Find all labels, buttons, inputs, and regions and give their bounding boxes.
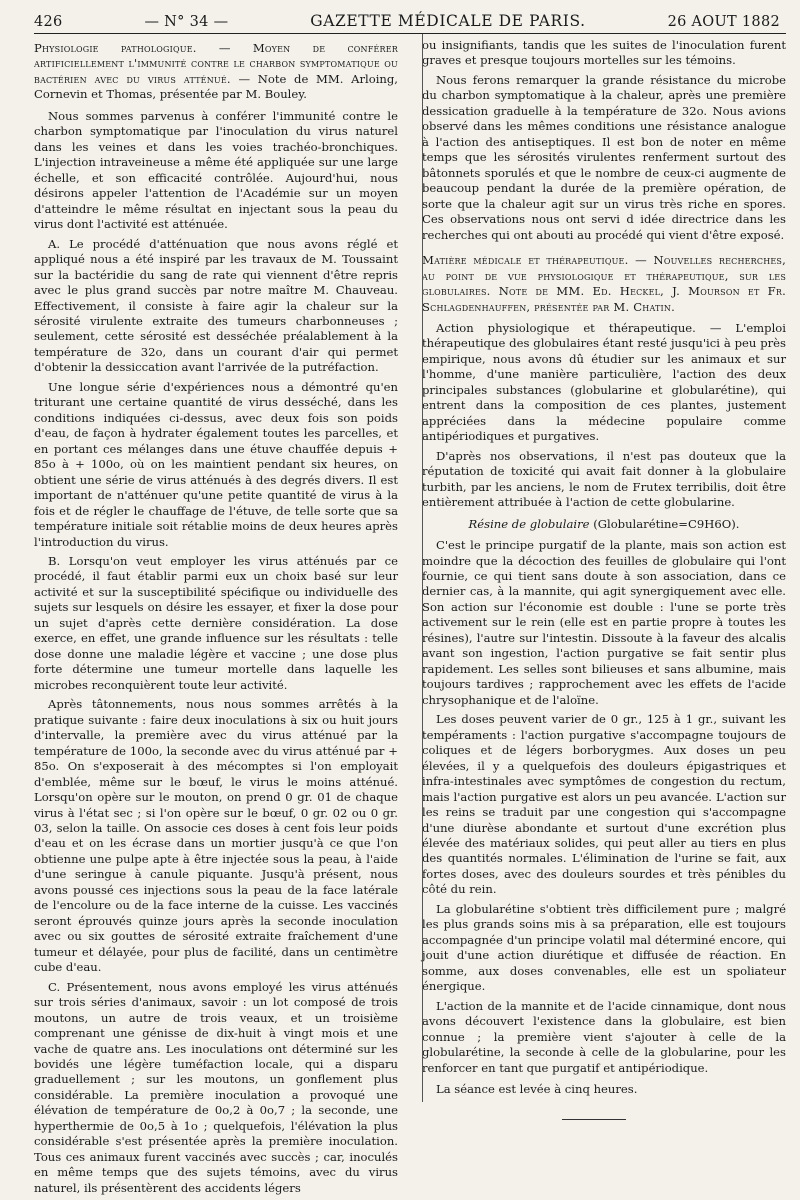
paragraph: C. Présentement, nous avons employé les virus atténués sur trois séries d'animaux, savoir : un lot composé de trois moutons, un autre de trois veaux, et un troisième comprenant une génisse de dix-huit à vingt mois et une vache de quatre ans. Les inoculations ont déterminé sur les bovidés une légère tuméfaction locale, qui a disparu graduellement ; sur les moutons, un gonflement plus considérable. La première inoculation a provoqué une élévation de température de 0o,2 à 0o,7 ; la seconde, une hyperthermie de 0o,5 à 1o ; quelquefois, l'élévation la plus considérable s'est présentée après la première inoculation. Tous ces animaux furent vaccinés avec succès ; car, inoculés en même temps que des sujets témoins, avec du virus naturel, ils présentèrent des accidents légers: [34, 979, 398, 1195]
paragraph: Action physiologique et thérapeutique. — L'emploi thérapeutique des globulaires étant resté jusqu'ici à peu près empirique, nous avons dû étudier sur les animaux et sur l'homme, d'une manière particulière, l'action des deux principales substances (globularine et globularétine), qui entrent dans la composition de ces plantes, justement appréciées dans la médecine populaire comme antipériodiques et purgatives.: [422, 320, 786, 444]
section-label: Physiologie pathologique.: [34, 41, 197, 55]
paragraph: C'est le principe purgatif de la plante, mais son action est moindre que la décoction des feuilles de globulaire qui l'ont fournie, ce qui tient sans doute à son association, dans ce dernier cas, à la mannite, qui agit synergiquement avec elle. Son action sur l'économie est double : l'une se porte très activement sur le rein (elle est en partie propre à toutes les résines), l'autre sur l'intestin. Dissoute à la faveur des alcalis avant son ingestion, l'action purgative se fait sentir plus rapidement. Les selles sont bilieuses et sans albumine, mais toujours tardives ; rapprochement avec les effets de l'acide chrysophanique et de l'aloïne.: [422, 538, 786, 707]
article-title: — Nouvelles recherches, au point de vue physiologique et thérapeutique, sur les globulaires.: [422, 253, 787, 299]
right-column: [410, 34, 786, 1200]
section-label: Matière médicale et thérapeutique.: [422, 253, 629, 268]
formula-heading: [422, 517, 786, 532]
article-heading-2: [422, 253, 786, 315]
session-closing: La séance est levée à cinq heures.: [436, 1082, 638, 1096]
paragraph: Les doses peuvent varier de 0 gr., 125 à 1 gr., suivant les tempéraments : l'action purgative s'accompagne toujours de coliques et de légers borborygmes. Aux doses un peu élevées, il y a quelquefois des douleurs épigastriques et infra-intestinales avec symptômes de congestion du rectum, mais l'action purgative est alors un peu avancée. L'action sur les reins se traduit par une congestion qui s'accompagne d'une diurèse abondante et surtout d'une excrétion plus élevée des matériaux solides, qui peut aller au tiers en plus des quantités normales. L'élimination de l'urine se fait, aux fortes doses, avec des douleurs sourdes et très pénibles du côté du rein.: [422, 712, 786, 897]
paragraph: B. Lorsqu'on veut employer les virus atténués par ce procédé, il faut établir parmi eux un choix basé sur leur activité et sur la susceptibilité spécifique ou individuelle des sujets sur lesquels on désire les essayer, et fixer la dose pour un sujet d'après cette dernière considération. La dose exerce, en effet, une grande influence sur les résultats : telle dose donne une maladie légère et vaccine ; une dose plus forte détermine une tumeur mortelle dans laquelle les microbes reconquièrent toute leur activité.: [34, 554, 398, 692]
paragraph: Après tâtonnements, nous nous sommes arrêtés à la pratique suivante : faire deux inoculations à six ou huit jours d'intervalle, la première avec du virus atténué par la température de 100o, la seconde avec du virus atténué par + 85o. On s'exposerait à des mécomptes si l'on employait d'emblée, même sur le bœuf, le virus le moins atténué. Lorsqu'on opère sur le mouton, on prend 0 gr. 01 de chaque virus à l'état sec ; si l'on opère sur le bœuf, 0 gr. 02 ou 0 gr. 03, selon la taille. On associe ces doses à cent fois leur poids d'eau et on les écrase dans un mortier jusqu'à ce que l'on obtienne une pulpe apte à être injectée sous la peau, à l'aide d'une seringue à canule piquante. Jusqu'à présent, nous avons poussé ces injections sous la peau de la face latérale de l'encolure ou de la face interne de la cuisse. Les vaccinés seront éprouvés quinze jours après la seconde inoculation avec ou six gouttes de sérosité extraite fraîchement d'une tumeur et délayée, pour plus de facilité, dans un centimètre cube d'eau.: [34, 697, 398, 975]
paragraph: Une longue série d'expériences nous a démontré qu'en triturant une certaine quantité de virus desséché, dans les conditions indiquées ci-dessus, avec deux fois son poids d'eau, de façon à hydrater également toutes les parcelles, et en portant ces mélanges dans une étuve chauffée depuis + 85o à + 100o, où on les maintient pendant six heures, on obtient une série de virus atténués à des degrés divers. Il est important de n'atténuer qu'une petite quantité de virus à la fois et de régler le chauffage de l'étuve, de telle sorte que sa température initiale soit rétablie moins de deux heures après l'introduction du virus.: [34, 379, 398, 549]
formula-label: Résine de globulaire: [468, 516, 590, 531]
article-authors: Note de MM. Ed. Heckel, J. Mourson et Fr. Schlagdenhauffen, présentée par M. Chatin.: [422, 284, 786, 314]
column-divider: [422, 34, 423, 1102]
issue-date: 26 AOUT 1882: [667, 14, 780, 30]
formula-text: (Globularétine=C9H6O).: [589, 516, 740, 531]
end-rule: [562, 1119, 626, 1120]
paragraph: D'après nos observations, il n'est pas douteux que la réputation de toxicité qui avait fait donner à la globulaire turbith, par les anciens, le nom de Frutex terribilis, doit être entièrement attribuée à l'action de cette globularine.: [422, 448, 786, 510]
issue-number: — N° 34 —: [144, 14, 229, 30]
page-number: 426: [34, 14, 63, 30]
paragraph: L'action de la mannite et de l'acide cinnamique, dont nous avons découvert l'existence dans la globulaire, est bien connue ; la première vient s'ajouter à celle de la globularétine, la seconde à celle de la globularine, pour les renforcer en tant que purgatif et antipériodique.: [422, 998, 786, 1075]
page-header: [22, 12, 786, 32]
paragraph: A. Le procédé d'atténuation que nous avons réglé et appliqué nous a été inspiré par les travaux de M. Toussaint sur la bactéridie du sang de rate qui viennent d'être repris avec le plus grand succès par notre maître M. Chauveau. Effectivement, il consiste à faire agir la chaleur sur la sérosité virulente extraite des tumeurs charbonneuses ; seulement, cette sérosité est desséchée préalablement à la température de 32o, dans un courant d'air qui permet d'obtenir la dessiccation avant l'arrivée de la putréfaction.: [34, 236, 398, 375]
journal-title: GAZETTE MÉDICALE DE PARIS.: [310, 12, 586, 30]
left-column: [34, 34, 410, 1200]
article-authors: — Note de MM. Arloing, Cornevin et Thomas, présentée par M. Bouley.: [34, 71, 398, 102]
paragraph: Nous ferons remarquer la grande résistance du microbe du charbon symptomatique à la chaleur, après une première dessication graduelle à la température de 32o. Nous avions observé dans les mêmes conditions une résistance analogue à l'action des antiseptiques. Il est bon de noter en même temps que les sérosités virulentes renferment surtout des bâtonnets sporulés et que le nombre de ceux-ci augmente de beaucoup pendant la durée de la première opération, de sorte que la chaleur agit sur un virus très riche en spores. Ces observations nous ont servi d idée directrice dans les recherches qui ont abouti au procédé qui vient d'être exposé.: [422, 72, 786, 242]
paragraph: ou insignifiants, tandis que les suites de l'inoculation furent graves et presque toujours mortelles sur les témoins.: [422, 38, 786, 68]
paragraph: La globularétine s'obtient très difficilement pure ; malgré les plus grands soins mis à sa préparation, elle est toujours accompagnée d'un principe volatil mal déterminé encore, qui jouit d'une action diurétique et diffusée de réaction. En somme, aux doses convenables, elle est un spoliateur énergique.: [422, 901, 786, 994]
paragraph: Nous sommes parvenus à conférer l'immunité contre le charbon symptomatique par l'inoculation du virus naturel dans les veines et dans les voies trachéo-bronchiques. L'injection intraveineuse a même été appliquée sur une large échelle, et son efficacité contrôlée. Aujourd'hui, nous désirons appeler l'attention de l'Académie sur un moyen d'atteindre le même résultat en injectant sous la peau du virus dont l'activité est atténuée.: [34, 108, 398, 232]
article-heading-1: [34, 41, 398, 103]
article-title: — Moyen de conférer artificiellement l'immunité contre le charbon symptomatique ou bactérien avec du virus atténué.: [34, 41, 398, 86]
text-columns: [34, 34, 786, 1200]
